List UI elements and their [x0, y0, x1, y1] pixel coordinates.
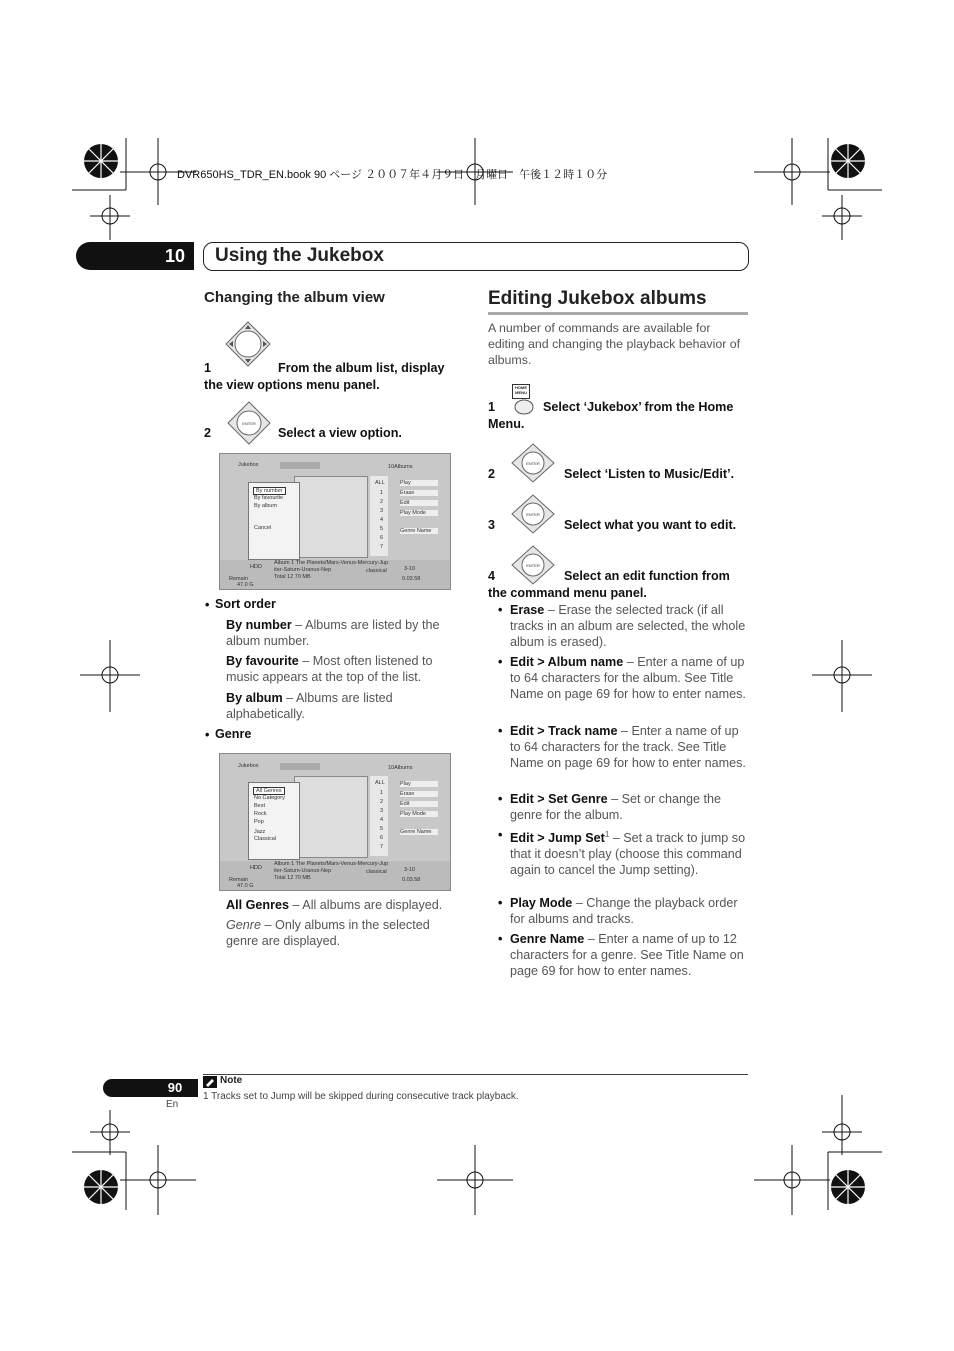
view-options-menu [248, 482, 300, 560]
chapter-number: 10 [164, 246, 186, 266]
chapter-title: Using the Jukebox [215, 245, 384, 266]
cmd-play-mode[interactable]: Play Mode [400, 811, 438, 817]
cmd-edit[interactable]: Edit [400, 500, 438, 506]
screen-album-count: 10Albums [388, 464, 413, 470]
remain-value: 47.0 G [237, 883, 254, 889]
right-step-2-number: 2 [488, 467, 496, 481]
remain-label: Remain [229, 877, 248, 883]
note-text: 1 Tracks set to Jump will be skipped during consecutive track playback. [203, 1091, 519, 1102]
cmd-genre-name[interactable]: Genre Name [400, 528, 438, 534]
right-step-3-text: Select what you want to edit. [564, 518, 737, 532]
info-bar [220, 861, 450, 890]
time-2: 0.03.58 [402, 877, 421, 883]
right-step-4 [488, 568, 750, 602]
home-menu-button-icon: HOME MENU [512, 384, 530, 399]
by-album-term: By album [226, 691, 283, 705]
menu-by-favourite[interactable]: By favourite [254, 495, 284, 501]
right-step-3 [488, 517, 750, 534]
album-line-3: Total 12 70 MB [274, 574, 311, 580]
enter-label: ENTER [526, 512, 540, 517]
genre-no-category[interactable]: No Category [254, 795, 285, 801]
heading-underline [488, 312, 748, 315]
right-step-3-number: 3 [488, 518, 496, 532]
cmd-play[interactable]: Play [400, 781, 438, 787]
genre-best[interactable]: Best [254, 803, 266, 809]
left-step-2-text: Select a view option. [278, 426, 402, 440]
genre-item [226, 917, 458, 949]
enter-label: ENTER [526, 461, 540, 466]
by-number-desc: – Albums are listed by the album number. [226, 618, 440, 648]
album-list [294, 476, 368, 558]
album-number-column: ALL 1 2 3 4 5 6 7 [370, 776, 388, 856]
by-album-item [226, 690, 458, 722]
screen-title: Jukebox [238, 763, 259, 769]
right-step-2-text: Select ‘Listen to Music/Edit’. [564, 467, 735, 481]
info-bar [220, 560, 450, 589]
by-favourite-item [226, 653, 458, 685]
genre-pop[interactable]: Pop [254, 819, 264, 825]
cmd-erase[interactable]: Erase [400, 791, 438, 797]
album-line-1: Album 1 The Planets/Mars-Venus-Mercury-Jup [274, 560, 389, 566]
album-line-1: Album 1 The Planets/Mars-Venus-Mercury-Jup [274, 861, 389, 867]
left-step-2-number: 2 [204, 426, 212, 440]
by-favourite-desc: – Most often listened to music appears at the top of the list. [226, 654, 433, 684]
album-list [294, 776, 368, 858]
genre-rock[interactable]: Rock [254, 811, 267, 817]
command-panel [398, 478, 446, 558]
intro-paragraph: A number of commands are available for editing and changing the playback behavior of albums. [488, 321, 741, 367]
cmd-edit[interactable]: Edit [400, 801, 438, 807]
enter-label: ENTER [526, 563, 540, 568]
footnote-rule [203, 1074, 748, 1075]
cmd-play-mode[interactable]: Play Mode [400, 510, 438, 516]
left-step-1-number: 1 [204, 361, 212, 375]
bullet-set-genre: Edit > Set Genre – Set or change the genre for the album. [510, 792, 722, 822]
sort-order-label: Sort order [215, 597, 276, 611]
all-genres-term: All Genres [226, 898, 289, 912]
hdd-label: HDD [250, 865, 262, 871]
screen-album-count: 10Albums [388, 765, 413, 771]
genre-all-genres[interactable]: All Genres [253, 787, 285, 795]
book-file-info: DVR650HS_TDR_EN.book 90 ページ ２００７年４月９日 月曜日 午後１２時１０分 [177, 169, 608, 181]
language-code: En [166, 1099, 179, 1110]
note-icon [203, 1076, 217, 1088]
album-line-2: iter-Saturn-Uranus-Nep [274, 868, 332, 874]
bullet-play-mode: Play Mode – Change the playback order for albums and tracks. [510, 896, 738, 926]
enter-label: ENTER [242, 421, 256, 426]
bullet-dot: • [205, 598, 210, 612]
album-number-column: ALL 1 2 3 4 5 6 7 [370, 476, 388, 556]
command-panel [398, 779, 446, 859]
right-step-1 [488, 399, 750, 433]
bullet-dot: • [205, 728, 210, 742]
section-heading-album-view: Changing the album view [204, 289, 385, 306]
genre-jazz[interactable]: Jazz [254, 829, 266, 835]
left-step-1-text: From the album list, display the view options menu panel. [204, 361, 445, 392]
genre-desc: – Only albums in the selected genre are displayed. [226, 918, 430, 948]
bullet-album-name: Edit > Album name – Enter a name of up to 64 characters for the album. See Title Name on page 69 for how to enter names. [510, 655, 746, 701]
page-number: 90 [167, 1080, 183, 1095]
menu-by-number[interactable]: By number [253, 487, 286, 495]
cmd-erase[interactable]: Erase [400, 490, 438, 496]
genre-classical[interactable]: Classical [254, 836, 277, 842]
section-heading-editing: Editing Jukebox albums [488, 288, 707, 309]
right-step-4-text: Select an edit function from the command menu panel. [488, 569, 730, 600]
genre-value: classical [366, 869, 387, 875]
genre-menu [248, 782, 300, 860]
jukebox-screen-sort [219, 453, 451, 590]
cmd-play[interactable]: Play [400, 480, 438, 486]
menu-cancel[interactable]: Cancel [254, 525, 272, 531]
right-step-2 [488, 466, 750, 483]
right-step-1-number: 1 [488, 400, 496, 414]
by-favourite-term: By favourite [226, 654, 299, 668]
bullet-jump-set: Edit > Jump Set$^1$ – Set a track to jump so that it doesn’t play (choose this command again to cancel the Jump setting). [510, 830, 746, 878]
genre-term: Genre [226, 918, 262, 932]
bullet-erase: Erase – Erase the selected track (if all tracks in an album are selected, the whole album is erased). [510, 603, 746, 649]
bullet-genre-name: Genre Name – Enter a name of up to 12 characters for a genre. See Title Name on page 69 for how to enter names. [510, 932, 744, 978]
remain-value: 47.0 G [237, 582, 254, 588]
by-album-desc: – Albums are listed alphabetically. [226, 691, 393, 721]
left-step-2 [204, 425, 458, 442]
all-genres-desc: – All albums are displayed. [289, 898, 443, 912]
all-genres-item [226, 897, 461, 913]
time-1: 3-10 [404, 566, 416, 572]
by-number-term: By number [226, 618, 292, 632]
time-1: 3-10 [404, 867, 416, 873]
by-number-item [226, 617, 458, 649]
album-line-3: Total 12 70 MB [274, 875, 311, 881]
time-2: 0.03.58 [402, 576, 421, 582]
album-line-2: iter-Saturn-Uranus-Nep [274, 567, 332, 573]
menu-by-album[interactable]: By album [254, 503, 277, 509]
genre-value: classical [366, 568, 387, 574]
right-step-4-number: 4 [488, 569, 496, 583]
hdd-label: HDD [250, 564, 262, 570]
right-step-1-text: Select ‘Jukebox’ from the Home Menu. [488, 400, 734, 431]
left-step-1 [204, 360, 458, 394]
screen-title: Jukebox [238, 462, 259, 468]
bullet-track-name: Edit > Track name – Enter a name of up to 64 characters for the track. See Title Name on page 69 for how to enter names. [510, 724, 746, 770]
genre-label: Genre [215, 727, 252, 741]
note-label: Note [220, 1075, 243, 1086]
cmd-genre-name[interactable]: Genre Name [400, 829, 438, 835]
remain-label: Remain [229, 576, 248, 582]
jukebox-screen-genre [219, 753, 451, 891]
